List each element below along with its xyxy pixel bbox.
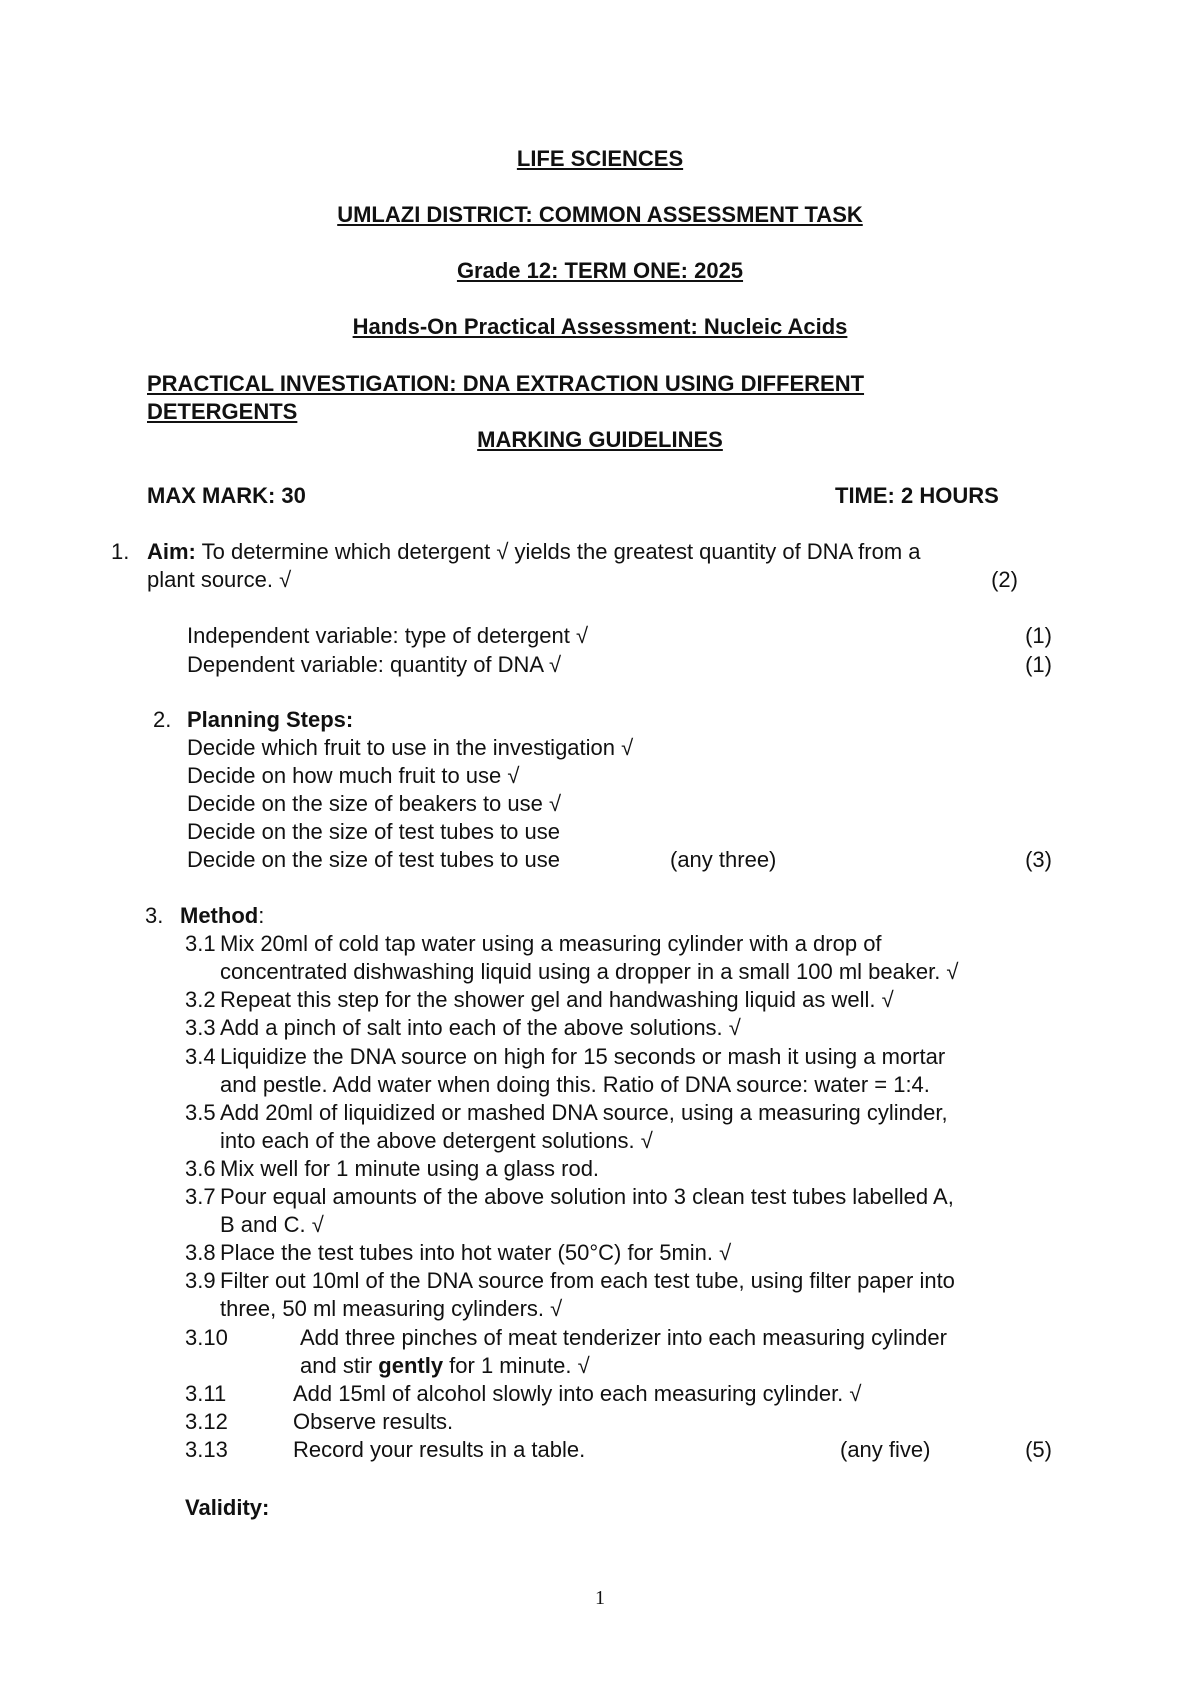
district-title: UMLAZI DISTRICT: COMMON ASSESSMENT TASK — [337, 202, 863, 227]
aim-mark: (2) — [991, 567, 1018, 592]
planning-step: Decide on the size of beakers to use √ — [187, 791, 562, 816]
method-step-continuation-part: for 1 minute. √ — [443, 1353, 590, 1378]
aim-number: 1. — [111, 539, 130, 564]
planning-step: Decide on the size of test tubes to use — [187, 819, 561, 844]
independent-variable-mark: (1) — [1025, 623, 1052, 648]
planning-step: Decide on the size of test tubes to use — [187, 847, 561, 872]
max-mark: MAX MARK: 30 — [147, 483, 306, 508]
method-step-text: Filter out 10ml of the DNA source from each test tube, using filter paper into — [220, 1268, 955, 1293]
method-step-text: Add three pinches of meat tenderizer into each measuring cylinder — [300, 1325, 947, 1350]
assessment-title: Hands-On Practical Assessment: Nucleic Acids — [352, 314, 848, 339]
method-step-text: Add 15ml of alcohol slowly into each measuring cylinder. √ — [293, 1381, 862, 1406]
method-step-number: 3.2 — [185, 987, 216, 1012]
method-step-number: 3.12 — [185, 1409, 228, 1434]
method-step-number: 3.1 — [185, 931, 216, 956]
marking-guidelines-title: MARKING GUIDELINES — [477, 427, 723, 452]
aim-label: Aim: — [147, 539, 196, 564]
subject-title: LIFE SCIENCES — [516, 146, 684, 171]
method-step-number: 3.13 — [185, 1437, 228, 1462]
method-step-continuation: B and C. √ — [220, 1212, 324, 1237]
method-step-number: 3.6 — [185, 1156, 216, 1181]
method-step-text: Record your results in a table. — [293, 1437, 586, 1462]
method-colon: : — [258, 903, 265, 928]
planning-note: (any three) — [670, 847, 777, 872]
method-step-text: Mix well for 1 minute using a glass rod. — [220, 1156, 600, 1181]
method-step-number: 3.11 — [185, 1381, 227, 1406]
method-step-number: 3.9 — [185, 1268, 216, 1293]
validity-label: Validity: — [185, 1495, 270, 1520]
emphasis-gently: gently — [378, 1353, 444, 1378]
planning-mark: (3) — [1025, 847, 1052, 872]
dependent-variable: Dependent variable: quantity of DNA √ — [187, 652, 562, 677]
method-step-number: 3.4 — [185, 1044, 216, 1069]
method-step-continuation-part: and stir — [300, 1353, 379, 1378]
grade-term-title: Grade 12: TERM ONE: 2025 — [456, 258, 744, 283]
planning-step: Decide which fruit to use in the investigation √ — [187, 735, 634, 760]
aim-text2: plant source. √ — [147, 567, 292, 592]
method-step-number: 3.5 — [185, 1100, 216, 1125]
planning-number: 2. — [153, 707, 172, 732]
method-label: Method — [180, 903, 259, 928]
planning-label: Planning Steps: — [187, 707, 354, 732]
method-step-text: Liquidize the DNA source on high for 15 seconds or mash it using a mortar — [220, 1044, 946, 1069]
method-step-text: Mix 20ml of cold tap water using a measuring cylinder with a drop of — [220, 931, 882, 956]
method-step-number: 3.3 — [185, 1015, 216, 1040]
method-mark: (5) — [1025, 1437, 1052, 1462]
method-number: 3. — [145, 903, 164, 928]
method-note: (any five) — [840, 1437, 931, 1462]
method-step-continuation: concentrated dishwashing liquid using a dropper in a small 100 ml beaker. √ — [220, 959, 959, 984]
time-allowed: TIME: 2 HOURS — [835, 483, 999, 508]
method-heading — [180, 902, 264, 930]
method-step-continuation — [300, 1352, 590, 1380]
investigation-title-line2: DETERGENTS — [147, 399, 298, 424]
method-step-text: Observe results. — [293, 1409, 454, 1434]
method-step-text: Add 20ml of liquidized or mashed DNA source, using a measuring cylinder, — [220, 1100, 948, 1125]
method-step-text: Add a pinch of salt into each of the above solutions. √ — [220, 1015, 741, 1040]
planning-step: Decide on how much fruit to use √ — [187, 763, 520, 788]
method-step-text: Pour equal amounts of the above solution into 3 clean test tubes labelled A, — [220, 1184, 954, 1209]
method-step-continuation: into each of the above detergent solutions. √ — [220, 1128, 653, 1153]
dependent-variable-mark: (1) — [1025, 652, 1052, 677]
method-step-text: Repeat this step for the shower gel and handwashing liquid as well. √ — [220, 987, 894, 1012]
aim-text1: To determine which detergent √ yields the greatest quantity of DNA from a — [195, 539, 921, 564]
method-step-text: Place the test tubes into hot water (50°C) for 5min. √ — [220, 1240, 732, 1265]
method-step-number: 3.10 — [185, 1325, 228, 1350]
independent-variable: Independent variable: type of detergent √ — [187, 623, 589, 648]
aim-line1 — [147, 538, 921, 566]
method-step-continuation: and pestle. Add water when doing this. Ratio of DNA source: water = 1:4. — [220, 1072, 930, 1097]
page-number: 1 — [595, 1587, 605, 1609]
method-step-continuation: three, 50 ml measuring cylinders. √ — [220, 1296, 563, 1321]
investigation-title-line1: PRACTICAL INVESTIGATION: DNA EXTRACTION USING DIFFERENT — [147, 371, 865, 396]
method-step-number: 3.7 — [185, 1184, 216, 1209]
method-step-number: 3.8 — [185, 1240, 216, 1265]
